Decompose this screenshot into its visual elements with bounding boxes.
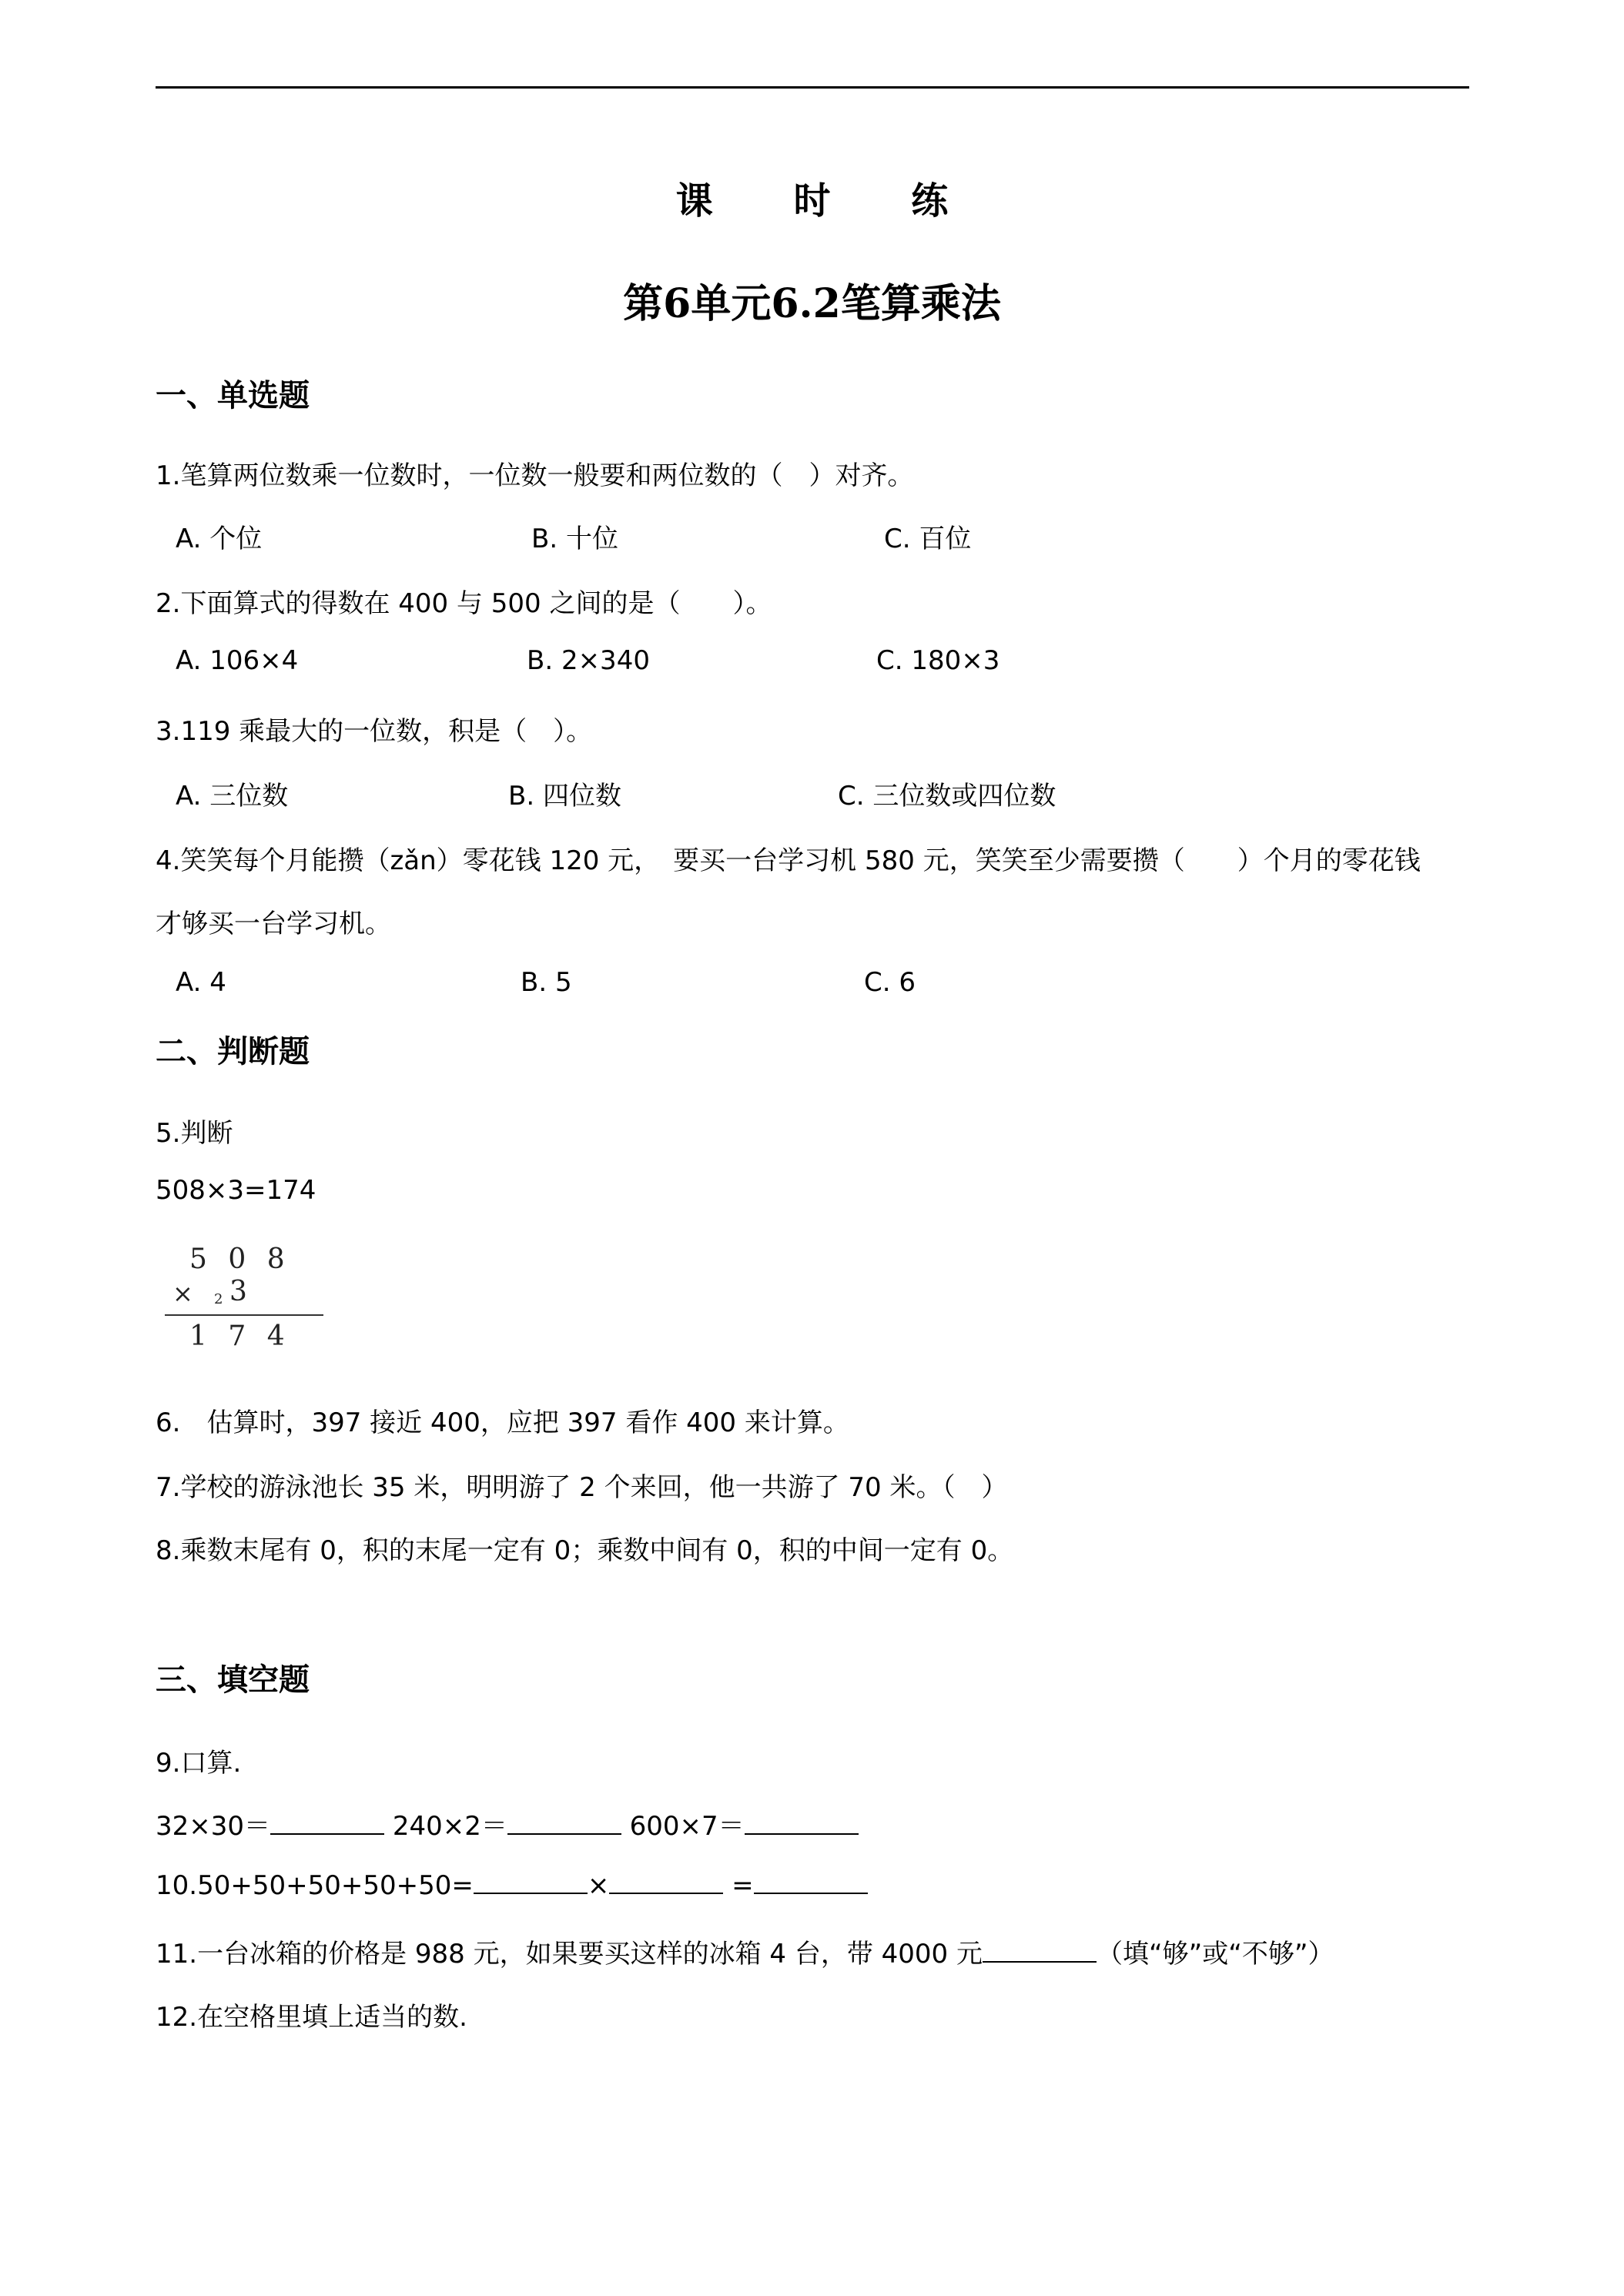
question-11 — [156, 1933, 1334, 1970]
question-9-expressions — [156, 1805, 859, 1842]
q10-expression: 10.50+50+50+50+50= — [156, 1870, 474, 1901]
q3-option-b: B. 四位数 — [508, 781, 621, 812]
page-title: 课 时 练 — [675, 179, 983, 223]
q1-option-b: B. 十位 — [531, 524, 618, 554]
work-line — [165, 1314, 323, 1316]
q9-expr-2: 240×2＝ — [392, 1811, 507, 1842]
q9-expr-1: 32×30＝ — [156, 1811, 271, 1842]
q4-option-a: A. 4 — [176, 967, 226, 998]
question-4-line-2: 才够买一台学习机。 — [156, 909, 391, 939]
q1-option-c: C. 百位 — [884, 524, 972, 554]
q9-expr-3: 600×7＝ — [629, 1811, 745, 1842]
q4-option-b: B. 5 — [521, 967, 572, 998]
q3-option-a: A. 三位数 — [176, 781, 289, 812]
question-7: 7.学校的游泳池长 35 米，明明游了 2 个来回，他一共游了 70 米。（ ） — [156, 1472, 1008, 1503]
q10-blank-1[interactable] — [474, 1869, 588, 1894]
q3-option-c: C. 三位数或四位数 — [838, 781, 1056, 812]
vertical-multiplication-image — [165, 1243, 334, 1359]
q11-text: 11.一台冰箱的价格是 988 元，如果要买这样的冰箱 4 台，带 4000 元 — [156, 1939, 983, 1970]
page-subtitle: 第6单元6.2笔算乘法 — [623, 280, 1001, 327]
q10-equals: = — [732, 1870, 754, 1901]
section-heading-single-choice: 一、单选题 — [156, 378, 310, 413]
section-heading-true-false: 二、判断题 — [156, 1034, 310, 1069]
q10-times: × — [587, 1870, 610, 1901]
question-2: 2.下面算式的得数在 400 与 500 之间的是（ ）。 — [156, 588, 772, 619]
q10-blank-2[interactable] — [609, 1869, 723, 1894]
work-top-number: 5 0 8 — [189, 1243, 291, 1275]
question-4-line-1: 4.笑笑每个月能攒（zǎn）零花钱 120 元， 要买一台学习机 580 元，笑笑至少需要攒（ ）个月的零花钱 — [156, 845, 1421, 876]
question-6: 6. 估算时，397 接近 400，应把 397 看作 400 来计算。 — [156, 1407, 849, 1438]
q9-blank-2[interactable] — [507, 1810, 621, 1835]
question-10 — [156, 1869, 868, 1901]
q1-option-a: A. 个位 — [176, 524, 263, 554]
q9-blank-3[interactable] — [745, 1810, 859, 1835]
question-5: 5.判断 — [156, 1118, 233, 1149]
work-times-sign: × — [172, 1279, 193, 1308]
work-result: 1 7 4 — [189, 1320, 291, 1352]
q2-option-b: B. 2×340 — [527, 645, 650, 676]
q10-blank-3[interactable] — [754, 1869, 868, 1894]
question-12: 12.在空格里填上适当的数. — [156, 2002, 467, 2033]
question-9: 9.口算. — [156, 1748, 242, 1779]
header-rule — [156, 86, 1469, 89]
q2-option-c: C. 180×3 — [876, 645, 1000, 676]
q4-option-c: C. 6 — [864, 967, 916, 998]
q2-option-a: A. 106×4 — [176, 645, 299, 676]
q11-tail: （填“够”或“不够”） — [1096, 1939, 1334, 1970]
section-heading-fill-in: 三、填空题 — [156, 1662, 310, 1698]
work-multiplier-digit: 3 — [229, 1276, 247, 1307]
q11-blank[interactable] — [983, 1938, 1097, 1963]
question-3: 3.119 乘最大的一位数，积是（ ）。 — [156, 716, 593, 747]
work-carry-digit: 2 — [214, 1291, 223, 1307]
question-5-equation: 508×3=174 — [156, 1175, 316, 1206]
question-1: 1.笔算两位数乘一位数时，一位数一般要和两位数的（ ）对齐。 — [156, 460, 914, 491]
question-8: 8.乘数末尾有 0，积的末尾一定有 0；乘数中间有 0，积的中间一定有 0。 — [156, 1535, 1014, 1566]
q9-blank-1[interactable] — [270, 1810, 384, 1835]
